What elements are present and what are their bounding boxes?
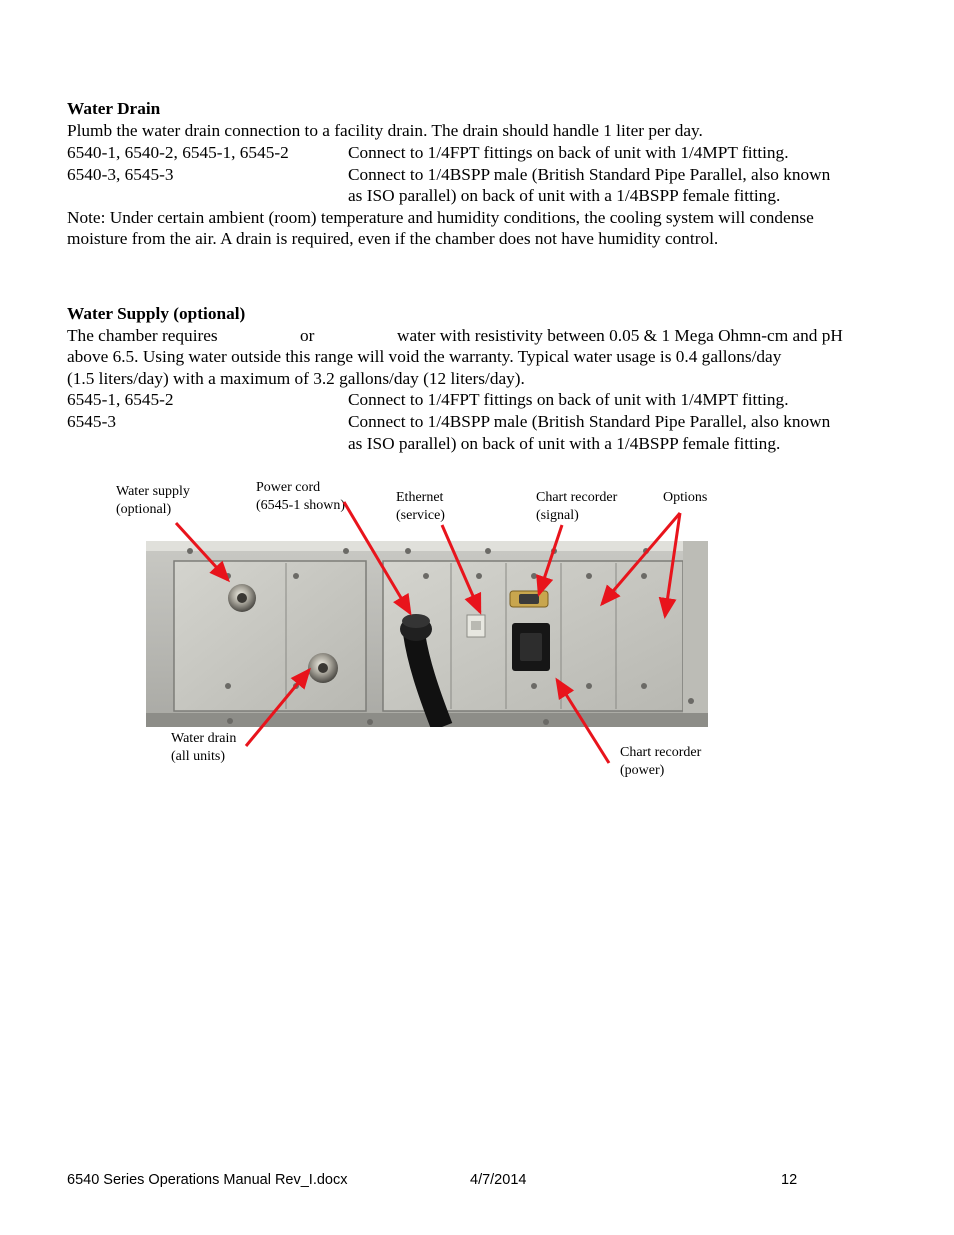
label-water-drain: Water drain (all units) bbox=[171, 731, 237, 764]
supply-row-1-text: Connect to 1/4FPT fittings on back of unit with 1/4MPT fitting. bbox=[348, 390, 789, 409]
label-water-supply: Water supply (optional) bbox=[116, 484, 190, 517]
supply-line-3: (1.5 liters/day) with a maximum of 3.2 gallons/day (12 liters/day). bbox=[67, 369, 525, 388]
drain-row-1-models: 6540-1, 6540-2, 6545-1, 6545-2 bbox=[67, 143, 289, 162]
label-chart-recorder-power: Chart recorder (power) bbox=[620, 745, 702, 778]
supply-line-1c: water with resistivity between 0.05 & 1 Mega Ohmn-cm and pH bbox=[397, 326, 843, 345]
drain-row-2-text-1: Connect to 1/4BSPP male (British Standard Pipe Parallel, also known bbox=[348, 165, 831, 184]
drain-row-2-models: 6540-3, 6545-3 bbox=[67, 165, 174, 184]
drain-note-1: Note: Under certain ambient (room) temperature and humidity conditions, the cooling system will condense bbox=[67, 208, 814, 227]
label-options: Options bbox=[663, 490, 708, 505]
supply-row-1-models: 6545-1, 6545-2 bbox=[67, 390, 174, 409]
back-panel-photo bbox=[146, 541, 708, 727]
supply-line-2: above 6.5. Using water outside this range will void the warranty. Typical water usage is 0.4 gallons/day bbox=[67, 347, 782, 366]
drain-note-2: moisture from the air. A drain is required, even if the chamber does not have humidity control. bbox=[67, 229, 719, 248]
supply-line-1b: or bbox=[300, 326, 315, 345]
label-ethernet: Ethernet (service) bbox=[396, 490, 445, 523]
label-chart-recorder-signal: Chart recorder (signal) bbox=[536, 490, 618, 523]
drain-row-1-text: Connect to 1/4FPT fittings on back of unit with 1/4MPT fitting. bbox=[348, 143, 789, 162]
footer-page-number: 12 bbox=[781, 1172, 798, 1188]
footer-doc-name: 6540 Series Operations Manual Rev_I.docx bbox=[67, 1172, 348, 1188]
water-drain-intro: Plumb the water drain connection to a facility drain. The drain should handle 1 liter per day. bbox=[67, 121, 703, 140]
drain-row-2-text-2: as ISO parallel) on back of unit with a 1/4BSPP female fitting. bbox=[348, 186, 781, 205]
water-supply-heading: Water Supply (optional) bbox=[67, 304, 246, 323]
footer-date: 4/7/2014 bbox=[470, 1172, 527, 1188]
supply-line-1a: The chamber requires bbox=[67, 326, 218, 345]
supply-row-2-text-2: as ISO parallel) on back of unit with a 1/4BSPP female fitting. bbox=[348, 434, 781, 453]
supply-row-2-text-1: Connect to 1/4BSPP male (British Standard Pipe Parallel, also known bbox=[348, 412, 831, 431]
supply-row-2-models: 6545-3 bbox=[67, 412, 116, 431]
label-power-cord: Power cord (6545-1 shown) bbox=[256, 480, 346, 513]
water-drain-heading: Water Drain bbox=[67, 99, 161, 118]
